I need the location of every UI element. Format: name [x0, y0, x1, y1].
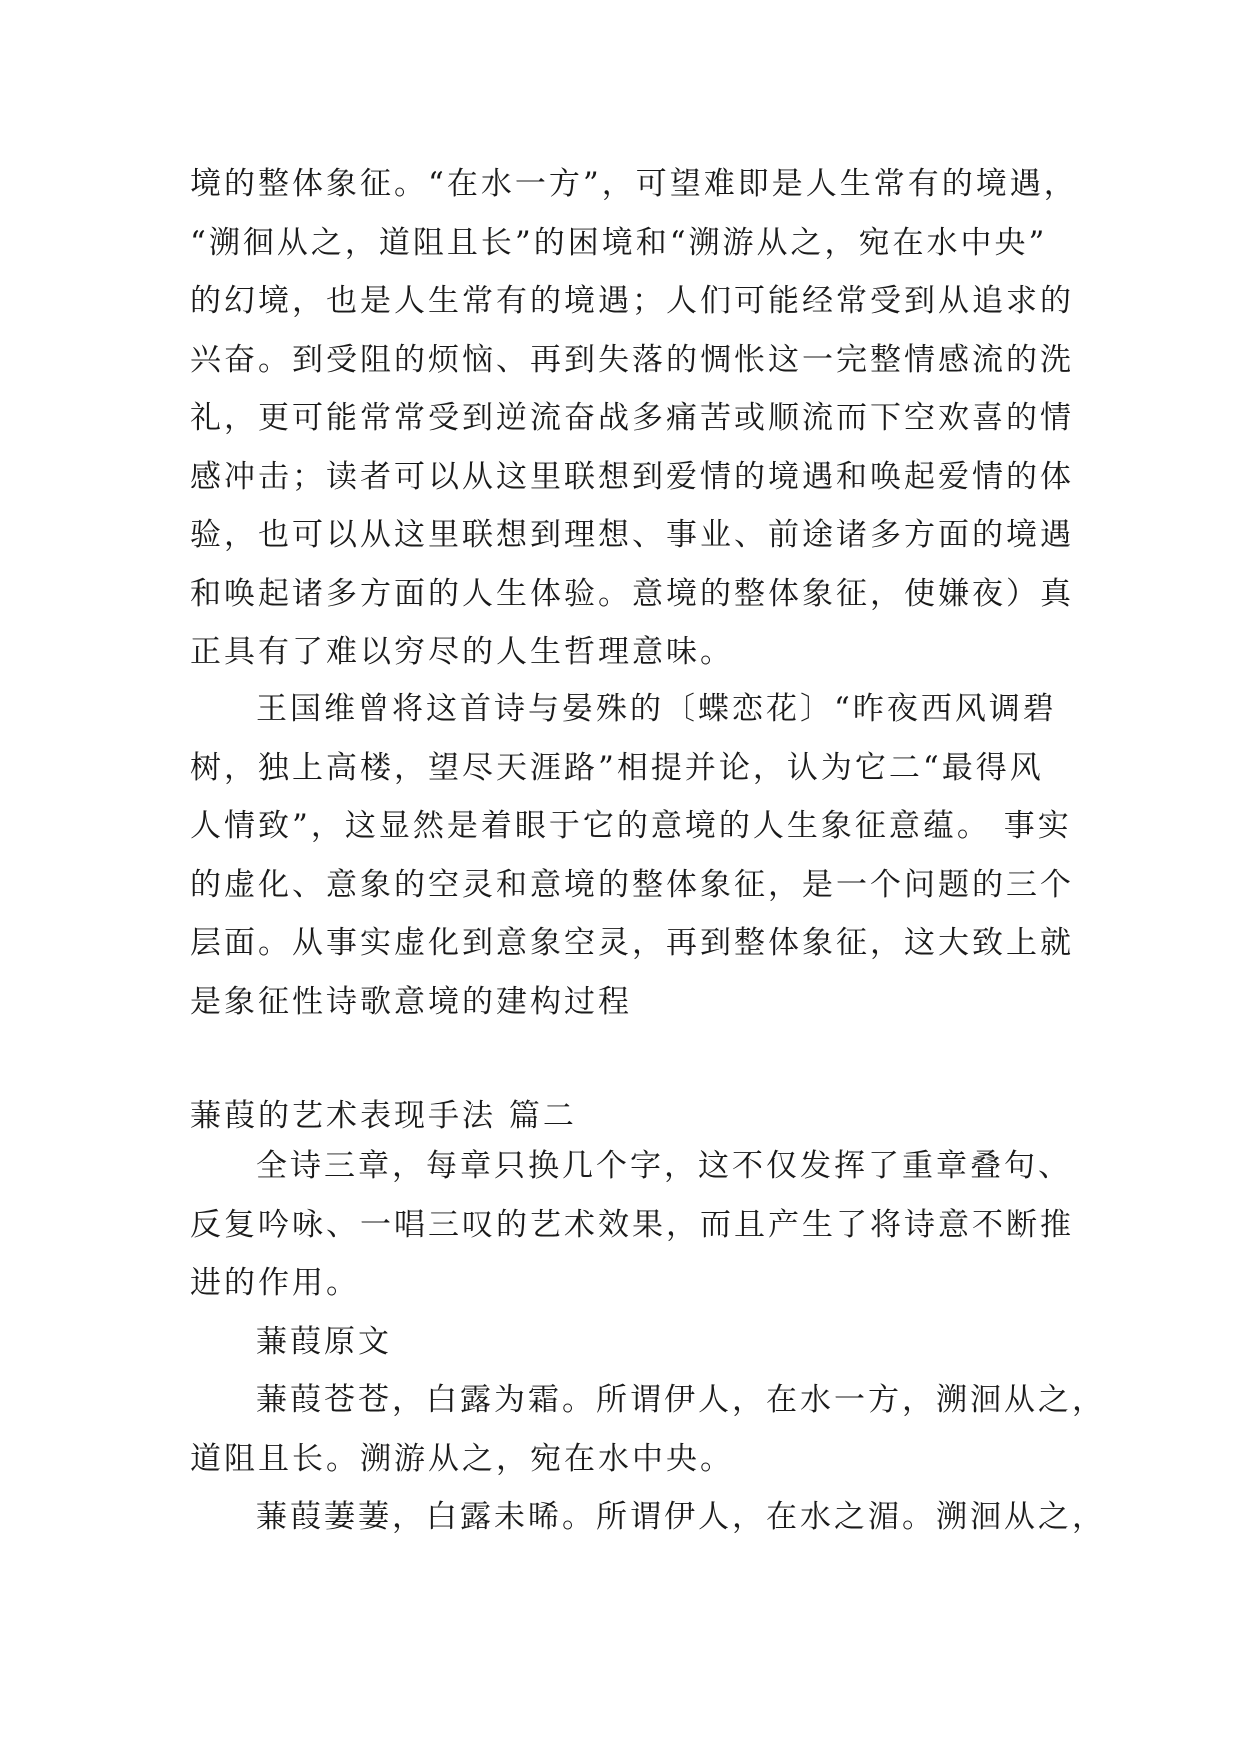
- text-line: 正具有了难以穷尽的人生哲理意味。: [190, 634, 734, 670]
- text-line: 兴奋。到受阻的烦恼、再到失落的惆怅这一完整情感流的洗: [190, 341, 1074, 378]
- text-line: 进的作用。: [190, 1265, 360, 1301]
- text-line: 和唤起诸多方面的人生体验。意境的整体象征，使嫌夜）真: [190, 575, 1074, 612]
- text-line: 树，独上高楼，望尽天涯路”相提并论，认为它二“最得风: [190, 749, 1044, 786]
- paragraph-group-section-two: [190, 1137, 1106, 1547]
- poem-line: 道阻且长。溯游从之，宛在水中央。: [190, 1440, 734, 1477]
- heading-text: 蒹葭的艺术表现手法 篇二: [190, 1098, 577, 1134]
- text-line: 王国维曾将这首诗与晏殊的〔蝶恋花〕“昨夜西风调碧: [256, 691, 1057, 727]
- text-line: 验，也可以从这里联想到理想、事业、前途诸多方面的境遇: [190, 517, 1074, 553]
- subtitle-original-text: 蒹葭原文: [256, 1323, 392, 1360]
- text-line: 人情致”，这显然是着眼于它的意境的人生象征意蕴。 事实: [190, 808, 1072, 844]
- text-line: 境的整体象征。“在水一方”，可望难即是人生常有的境遇，: [190, 166, 1078, 202]
- text-line: 反复吟咏、一唱三叹的艺术效果，而且产生了将诗意不断推: [190, 1206, 1074, 1243]
- text-line: “溯徊从之，道阻且长”的困境和“溯游从之，宛在水中央”: [190, 224, 1048, 261]
- poem-line: 蒹葭萋萋，白露未晞。所谓伊人，在水之湄。溯洄从之，: [256, 1499, 1106, 1535]
- text-line: 礼，更可能常常受到逆流奋战多痛苦或顺流而下空欢喜的情: [190, 400, 1074, 436]
- text-line: 全诗三章，每章只换几个字，这不仅发挥了重章叠句、: [256, 1148, 1072, 1184]
- text-line: 感冲击；读者可以从这里联想到爱情的境遇和唤起爱情的体: [190, 458, 1074, 495]
- paragraph-symbolism: [190, 155, 1078, 682]
- text-line: 是象征性诗歌意境的建构过程: [190, 983, 632, 1020]
- poem-line: 蒹葭苍苍，白露为霜。所谓伊人，在水一方，溯洄从之，: [256, 1382, 1106, 1418]
- paragraph-wang-guowei: [190, 680, 1074, 1031]
- text-line: 的虚化、意象的空灵和意境的整体象征，是一个问题的三个: [190, 866, 1074, 903]
- text-line: 层面。从事实虚化到意象空灵，再到整体象征，这大致上就: [190, 925, 1074, 961]
- text-line: 的幻境，也是人生常有的境遇；人们可能经常受到从追求的: [190, 283, 1074, 319]
